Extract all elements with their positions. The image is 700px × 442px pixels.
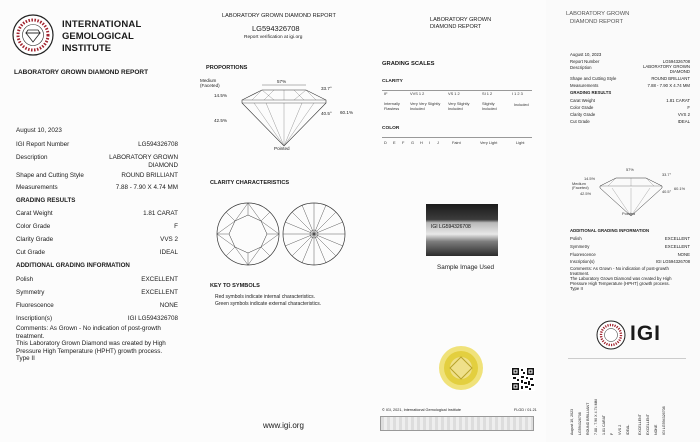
clarity-grade-si: SI 1 2: [482, 91, 493, 96]
mini-card-measurements: 7.88 - 7.90 X 4.74 MM: [594, 399, 598, 435]
clarity-desc-si: Slightly Included: [482, 101, 497, 111]
card-measurements: Measurements 7.88 - 7.90 X 4.74 MM: [570, 83, 690, 88]
crown-height: 14.5%: [214, 93, 228, 98]
card-description: Description LABORATORY GROWN DIAMOND: [570, 64, 690, 74]
clarity-characteristics-heading: CLARITY CHARACTERISTICS: [210, 180, 290, 186]
mini-card-cut: IDEAL: [626, 424, 630, 435]
clarity-scale-label: CLARITY: [382, 79, 403, 84]
additional-info-heading: ADDITIONAL GRADING INFORMATION: [16, 262, 130, 269]
color-desc-very-light: Very Light: [480, 140, 498, 145]
card-fluorescence: Fluorescence NONE: [570, 252, 690, 257]
symmetry-row: Symmetry EXCELLENT: [16, 289, 178, 296]
color-row: Color Grade F: [16, 223, 178, 230]
cut-row: Cut Grade IDEAL: [16, 249, 178, 256]
website-link[interactable]: www.igi.org: [263, 421, 304, 430]
mini-card-fluorescence: NONE: [654, 424, 658, 435]
carat-row: Carat Weight 1.81 CARAT: [16, 210, 178, 217]
sample-image-caption: Sample Image Used: [437, 264, 495, 271]
inscription-row: Inscription(s) IGI LG594326708: [16, 315, 178, 322]
panel3-title-line1: LABORATORY GROWN: [430, 17, 492, 23]
institute-name-line1: INTERNATIONAL: [62, 19, 142, 30]
card-pavilion-depth: 42.5%: [580, 191, 592, 196]
clarity-desc-i: Included: [514, 102, 529, 107]
card-pavilion-angle: 40.5°: [662, 189, 672, 194]
color-desc-light: Light: [516, 140, 525, 145]
color-grade-e: E: [393, 140, 396, 145]
mini-card-number: LG594326708: [578, 412, 582, 435]
grading-scales-heading: GRADING SCALES: [382, 61, 435, 67]
panel4-title-line2: DIAMOND REPORT: [570, 19, 624, 25]
color-scale-line: [382, 137, 532, 138]
card-report-number: Report Number LG594326708: [570, 59, 690, 64]
grading-scales-panel: [366, 0, 547, 442]
mini-card-color: F: [610, 432, 614, 435]
total-depth: 60.1%: [340, 110, 354, 115]
mini-card-clarity: VVS 2: [618, 424, 622, 435]
culet-size: Pointed: [274, 146, 290, 151]
key-line-red: Red symbols indicate internal characteristics.: [215, 294, 316, 300]
fluorescence-row: Fluorescence NONE: [16, 302, 178, 309]
card-additional-heading: ADDITIONAL GRADING INFORMATION: [570, 228, 650, 233]
panel4-title-line1: LABORATORY GROWN: [566, 11, 630, 17]
color-desc-faint: Faint: [452, 140, 461, 145]
color-grade-h: H: [420, 140, 423, 145]
inscription-sample-image: [426, 204, 498, 256]
clarity-row: Clarity Grade VVS 2: [16, 236, 178, 243]
key-line-green: Green symbols indicate external characteristics.: [215, 301, 322, 307]
proportions-heading: PROPORTIONS: [206, 65, 248, 71]
hologram-seal: [438, 345, 484, 391]
card-shape: Shape and Cutting Style ROUND BRILLIANT: [570, 76, 690, 81]
color-grade-g: G: [411, 140, 415, 145]
rotated-mini-card: [568, 358, 686, 439]
crown-angle: 33.7°: [321, 86, 332, 91]
mini-card-shape: ROUND BRILLIANT: [586, 402, 590, 435]
card-color: Color Grade F: [570, 105, 690, 110]
panel2-title: LABORATORY GROWN DIAMOND REPORT: [222, 13, 336, 19]
color-grade-j: J: [437, 140, 439, 145]
copyright-text: © IGI, 2021, International Gemological Institute: [382, 408, 461, 412]
igi-logo-text: IGI: [630, 322, 662, 345]
report-main-panel: [0, 0, 195, 442]
clarity-plot-diagram: [216, 200, 346, 268]
security-strip: [380, 416, 534, 431]
card-igi-seal: [596, 320, 626, 350]
grading-results-heading: GRADING RESULTS: [16, 197, 76, 204]
report-date: August 10, 2023: [16, 127, 62, 134]
mini-card-polish: EXCELLENT: [638, 414, 642, 435]
card-comments: Comments: As Grown - No indication of post-growth treatment. The Laboratory Grown Diamond was created by High Pressure High Temperature (HPHT) growth process. Type II: [570, 266, 672, 291]
pavilion-depth: 42.5%: [214, 118, 228, 123]
girdle-thickness: Medium (Faceted): [200, 78, 220, 88]
clarity-desc-vs: Very Slightly Included: [448, 101, 470, 111]
measurements-row: Measurements 7.88 - 7.90 X 4.74 MM: [16, 184, 178, 191]
mini-card-inscription: IGI LG594326708: [662, 406, 666, 435]
report-number-row: IGI Report Number LG594326708: [16, 141, 178, 148]
summary-card-panel: [546, 0, 700, 442]
diamond-profile-diagram: [234, 78, 334, 150]
card-polish: Polish EXCELLENT: [570, 236, 690, 241]
clarity-desc-vvs: Very Very Slightly Included: [410, 101, 441, 111]
panel2-report-number: LG594326708: [252, 24, 300, 33]
clarity-grade-if: IF: [384, 91, 388, 96]
card-girdle: Medium (Faceted): [572, 181, 589, 191]
card-carat: Carat Weight 1.81 CARAT: [570, 98, 690, 103]
verification-link[interactable]: Report verification at igi.org: [244, 35, 303, 40]
report-title: LABORATORY GROWN DIAMOND REPORT: [14, 69, 149, 76]
institute-name-line3: INSTITUTE: [62, 43, 112, 54]
mini-card-date: August 10, 2023: [570, 408, 574, 435]
card-crown-angle: 33.7°: [662, 172, 672, 177]
clarity-desc-if: Internally Flawless: [384, 101, 400, 111]
proportions-panel: [194, 0, 367, 442]
color-scale-label: COLOR: [382, 126, 400, 131]
clarity-grade-vs: VS 1 2: [448, 91, 460, 96]
comments-block: Comments: As Grown - No indication of post-growth treatment. This Laboratory Grown Diamond was created by High Pressure High Temperature (HPHT) growth process. Type II: [16, 325, 166, 362]
card-symmetry: Symmetry EXCELLENT: [570, 244, 690, 249]
card-grading-heading: GRADING RESULTS: [570, 90, 612, 95]
card-total-depth: 60.1%: [674, 186, 686, 191]
card-table-percent: 57%: [626, 167, 634, 172]
mini-card-carat: 1.81 CARAT: [602, 415, 606, 435]
description-row: Description LABORATORY GROWN DIAMOND: [16, 154, 178, 169]
table-percent: 57%: [277, 79, 287, 84]
color-grade-f: F: [402, 140, 405, 145]
card-inscription: Inscription(s) IGI LG594326708: [570, 259, 690, 264]
mini-card-symmetry: EXCELLENT: [646, 414, 650, 435]
clarity-grade-vvs: VVS 1 2: [410, 91, 425, 96]
key-to-symbols-heading: KEY TO SYMBOLS: [210, 283, 260, 289]
panel3-title-line2: DIAMOND REPORT: [430, 24, 482, 30]
color-grade-i: I: [429, 140, 431, 145]
clarity-grade-i: I 1 2 3: [512, 91, 523, 96]
card-clarity: Clarity Grade VVS 2: [570, 112, 690, 117]
card-date: August 10, 2023: [570, 52, 602, 57]
card-crown-height: 14.5%: [584, 176, 596, 181]
igi-seal-logo: [12, 14, 54, 56]
inscription-sample-text: IGI LG594326708: [431, 224, 471, 230]
institute-name-line2: GEMOLOGICAL: [62, 31, 134, 42]
pavilion-angle: 40.5°: [321, 111, 332, 116]
polish-row: Polish EXCELLENT: [16, 276, 178, 283]
form-code: FLGD / 01.21: [514, 408, 537, 412]
shape-row: Shape and Cutting Style ROUND BRILLIANT: [16, 172, 178, 179]
card-culet: Pointed: [622, 211, 636, 216]
qr-code[interactable]: [511, 367, 535, 391]
color-grade-d: D: [384, 140, 387, 145]
card-cut: Cut Grade IDEAL: [570, 119, 690, 124]
